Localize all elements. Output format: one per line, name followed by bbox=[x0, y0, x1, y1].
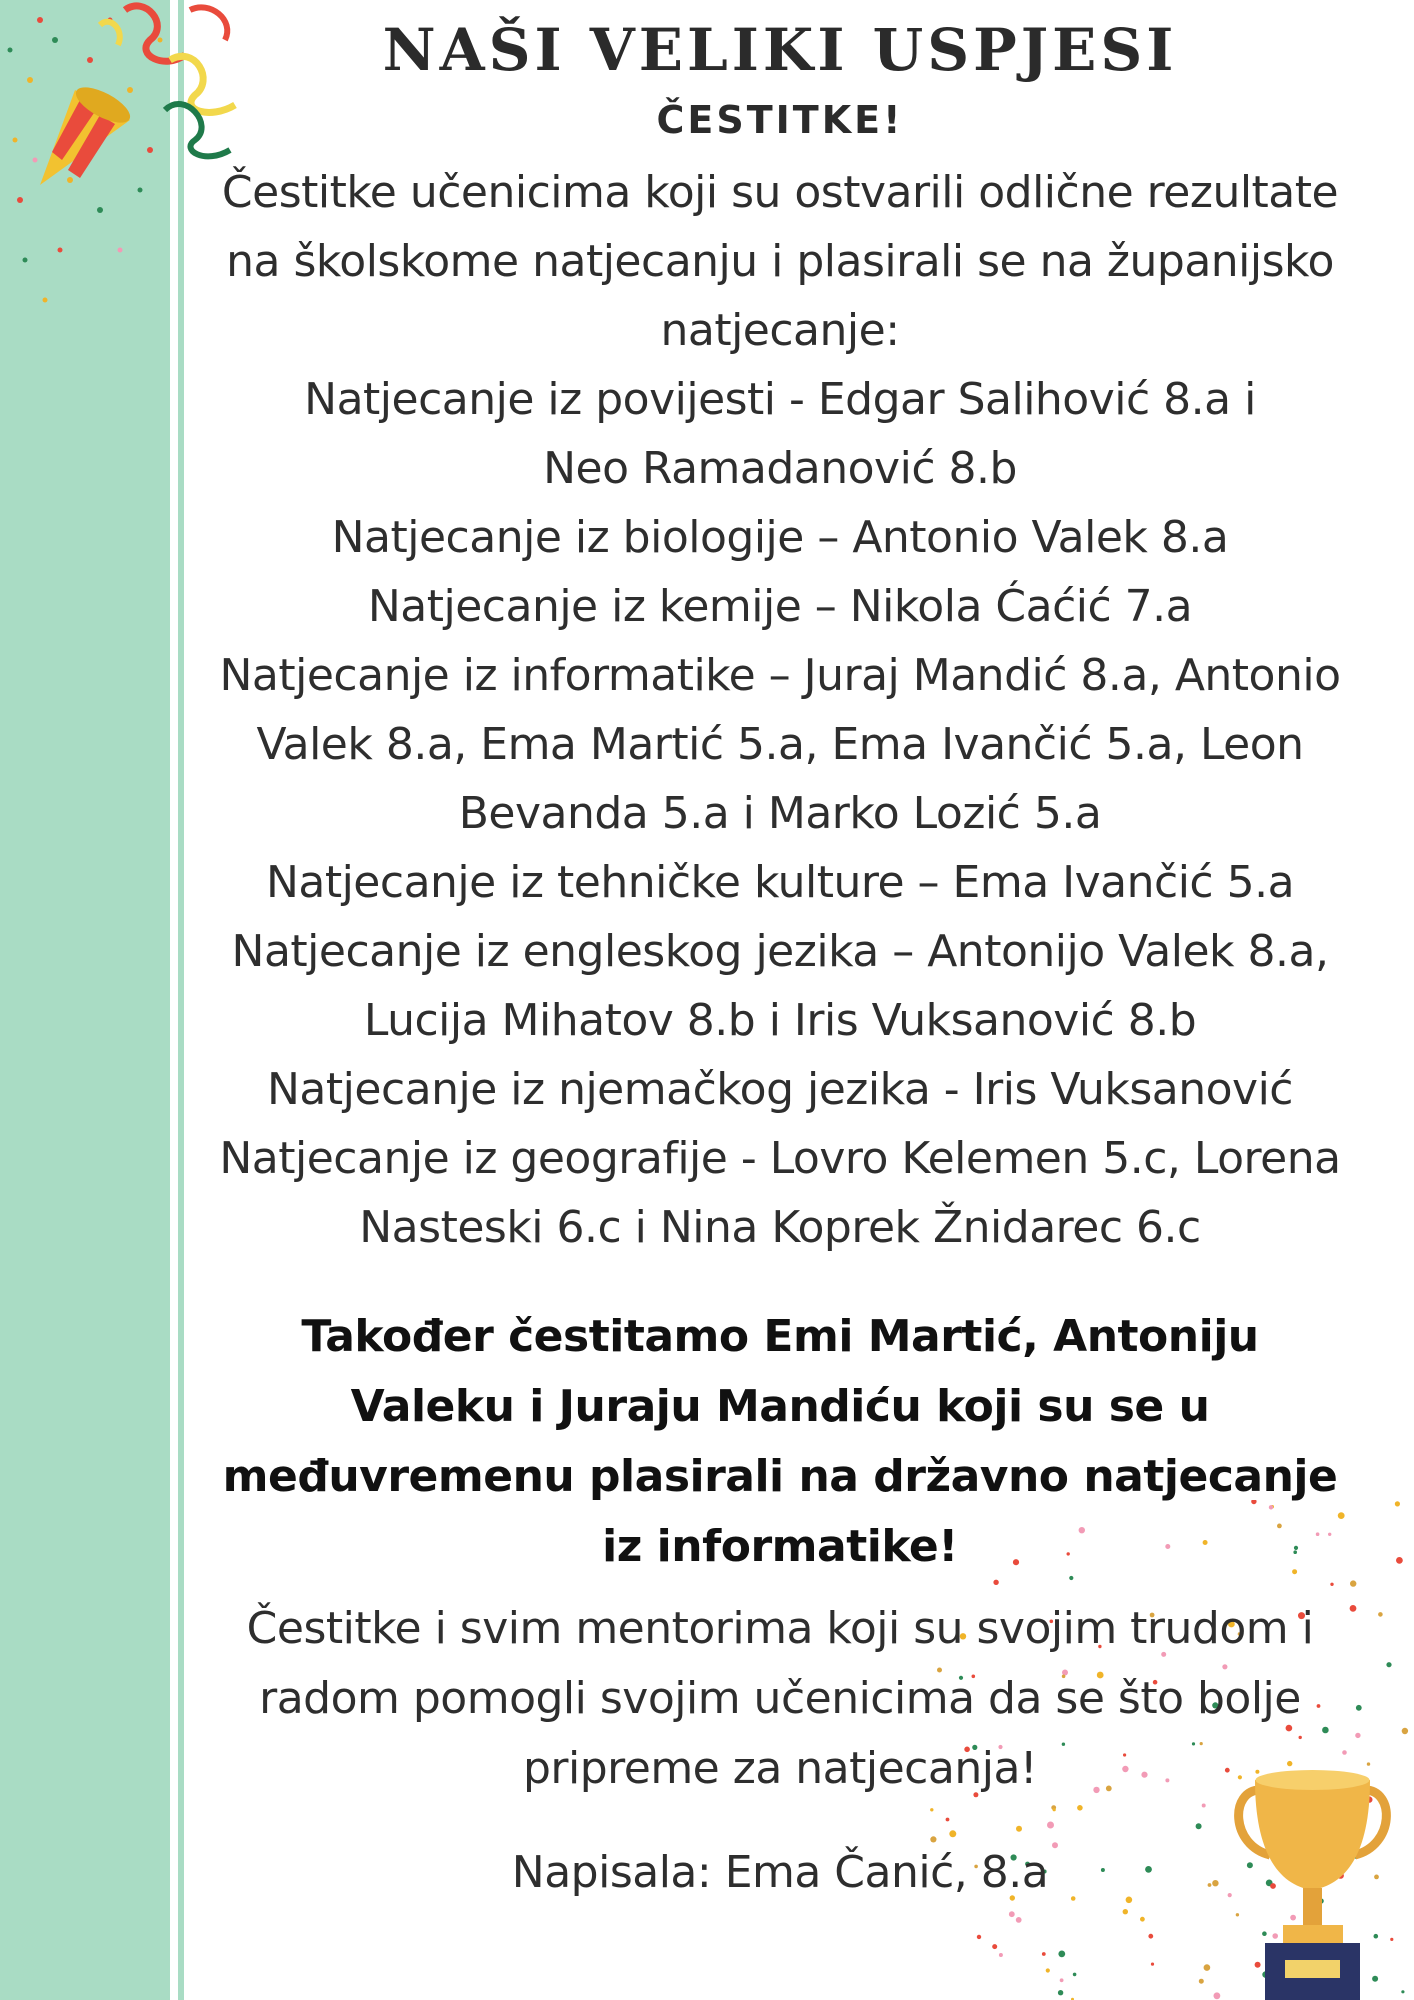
body-line: Natjecanje iz informatike – Juraj Mandić 8.a, Antonio bbox=[219, 650, 1341, 701]
confetti-dot bbox=[1148, 1934, 1153, 1939]
confetti-dot bbox=[1204, 1964, 1211, 1971]
confetti-dot bbox=[1199, 1979, 1204, 1984]
confetti-dot bbox=[1046, 1968, 1050, 1972]
mentor-line: radom pomogli svojim učenicima da se što bolje bbox=[259, 1673, 1301, 1724]
bold-line: međuvremenu plasirali na državno natjecanje bbox=[222, 1451, 1338, 1502]
confetti-dot bbox=[1058, 1951, 1065, 1958]
state-competition-note bbox=[195, 1302, 1365, 1582]
body-line: Natjecanje iz njemačkog jezika - Iris Vuksanović bbox=[267, 1064, 1293, 1115]
mentor-line: pripreme za natjecanja! bbox=[522, 1743, 1038, 1794]
body-line: Nasteski 6.c i Nina Koprek Žnidarec 6.c bbox=[359, 1202, 1201, 1253]
confetti-dot bbox=[999, 1953, 1003, 1957]
body-line: natjecanje: bbox=[660, 305, 900, 356]
confetti-dot bbox=[1042, 1952, 1046, 1956]
confetti-dot bbox=[1009, 1911, 1015, 1917]
body-line: Natjecanje iz engleskog jezika – Antonijo Valek 8.a, bbox=[231, 926, 1329, 977]
confetti-dot bbox=[1140, 1917, 1145, 1922]
body-line: Natjecanje iz tehničke kulture – Ema Ivančić 5.a bbox=[265, 857, 1295, 908]
bold-line: iz informatike! bbox=[602, 1521, 958, 1572]
body-line: Valek 8.a, Ema Martić 5.a, Ema Ivančić 5.a, Leon bbox=[256, 719, 1304, 770]
confetti-dot bbox=[1401, 1990, 1404, 1993]
body-line: Lucija Mihatov 8.b i Iris Vuksanović 8.b bbox=[363, 995, 1197, 1046]
confetti-dot bbox=[1395, 1501, 1400, 1506]
mentor-line: Čestitke i svim mentorima koji su svojim trudom i bbox=[246, 1603, 1314, 1654]
confetti-dot bbox=[992, 1944, 997, 1949]
confetti-dot bbox=[1386, 1662, 1391, 1667]
body-line: Natjecanje iz kemije – Nikola Ćaćić 7.a bbox=[367, 581, 1193, 632]
confetti-dot bbox=[1016, 1917, 1022, 1923]
body-line: Natjecanje iz povijesti - Edgar Salihović 8.a i bbox=[304, 374, 1256, 425]
confetti-dot bbox=[1060, 1978, 1064, 1982]
confetti-dot bbox=[1396, 1557, 1403, 1564]
body-line: Neo Ramadanović 8.b bbox=[543, 443, 1017, 494]
bold-line: Valeku i Juraju Mandiću koji su se u bbox=[350, 1381, 1210, 1432]
mentor-note bbox=[195, 1594, 1365, 1804]
confetti-dot bbox=[1073, 1973, 1077, 1977]
results-list bbox=[195, 158, 1365, 1262]
page-subtitle: ČESTITKE! bbox=[656, 98, 904, 142]
body-line: Čestitke učenicima koji su ostvarili odlične rezultate bbox=[221, 167, 1339, 218]
body-line: na školskome natjecanju i plasirali se na županijsko bbox=[226, 236, 1334, 287]
author-line: Napisala: Ema Čanić, 8.a bbox=[511, 1847, 1049, 1898]
confetti-dot bbox=[1151, 1963, 1154, 1966]
confetti-dot bbox=[977, 1935, 981, 1939]
confetti-dot bbox=[1378, 1612, 1383, 1617]
confetti-dot bbox=[1402, 1728, 1408, 1734]
confetti-dot bbox=[1214, 1992, 1221, 1999]
body-line: Natjecanje iz geografije - Lovro Kelemen 5.c, Lorena bbox=[219, 1133, 1341, 1184]
article bbox=[195, 0, 1365, 1908]
confetti-dot bbox=[1123, 1909, 1128, 1914]
confetti-dot bbox=[1058, 1990, 1063, 1995]
body-line: Natjecanje iz biologije – Antonio Valek 8.a bbox=[331, 512, 1229, 563]
page-title: NAŠI VELIKI USPJESI bbox=[382, 16, 1178, 84]
body-line: Bevanda 5.a i Marko Lozić 5.a bbox=[458, 788, 1102, 839]
bold-line: Također čestitamo Emi Martić, Antoniju bbox=[301, 1311, 1259, 1362]
